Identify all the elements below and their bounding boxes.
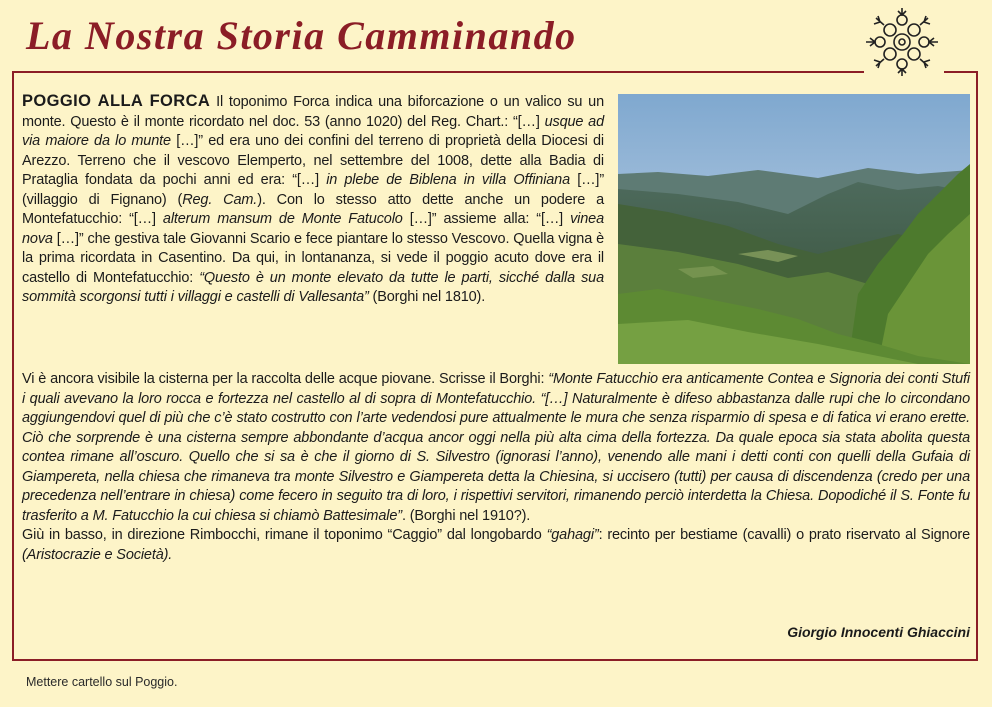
p1-segment: ). Con lo stesso atto dette anche un podere a Montefatucchio: “[…] xyxy=(22,191,604,227)
paragraph-1-text xyxy=(22,94,604,305)
article-heading: POGGIO ALLA FORCA xyxy=(22,92,211,110)
p1-segment: in plebe de Biblena in villa Offiniana xyxy=(326,172,571,188)
author-signature: Giorgio Innocenti Ghiaccini xyxy=(787,624,970,640)
p2-segment: “Monte Fatucchio era anticamente Contea e Signoria dei conti Stufi i quali avevano la loro rocca e fortezza nel castello al di sopra di Montefatucchio. “[…] Naturalmente è difeso abbastanza dalle rupi che lo circondano aggiungendovi quel di più che c’è stato costrutto con l’arte vedendosi pure attualmente le mura che senza risparmio di spesa e di fatica vi erano erette. Ciò che sorprende è una cisterna sempre abbondante d’acqua ancor oggi nella più alta cima della fortezza. Da quale epoca sia stata abolita questa contea rimane all’oscuro. Quello che si sa è che il giorno di S. Silvestro (ignorasi l’anno), venendo alle mani i detti conti con quelli della Gufaia di Giampereta, nella chiesa che rimaneva tra monte Silvestro e Giampereta detta la Chiesina, si uccisero (tutti) per causa di discendenza (credo per una precedenza nell’entrare in chiesa) come fecero in seguito tra di loro, i rispettivi servitori, rimanendo perciò interdetta la Chiesa. Dopodiché il S. Fonte fu trasferito a M. Fatucchio la cui chiesa si chiamò Battesimale” xyxy=(22,371,970,524)
p1-segment: vinea nova xyxy=(22,211,604,247)
p1-segment: usque ad via maiore da lo munte xyxy=(22,113,604,149)
p3-segment: “gahagi” xyxy=(546,527,599,543)
landscape-photo xyxy=(618,94,970,364)
p1-segment: Reg. Cam. xyxy=(182,191,258,208)
p1-segment: […]” assieme alla: “[…] xyxy=(402,211,571,227)
p1-segment: “Questo è un monte elevato da tutte le parti, sicché dalla sua sommità scorgonsi tutti i villaggi e castelli di Vallesanta” xyxy=(22,269,604,305)
p3-segment: Giù in basso, in direzione Rimbocchi, rimane il toponimo “Caggio” dal longobardo xyxy=(22,527,547,543)
p2-segment: . (Borghi nel 1910?). xyxy=(401,507,531,524)
paragraph-2 xyxy=(22,370,970,526)
p1-segment: alterum mansum de Monte Fatucolo xyxy=(162,211,403,227)
paragraph-3 xyxy=(22,526,970,565)
p3-segment: (Aristocrazie e Società). xyxy=(22,546,173,563)
page-title: La Nostra Storia Camminando xyxy=(26,13,577,58)
p1-segment: Il toponimo Forca indica una biforcazione o un valico su un monte. Questo è il monte ricordato nel doc. 53 (anno 1020) del Reg. Chart.: “[…] xyxy=(22,94,604,130)
snowflake-crest-icon xyxy=(862,6,942,78)
footer-note: Mettere cartello sul Poggio. xyxy=(26,675,178,689)
p1-segment: […]” (villaggio di Fignano) ( xyxy=(22,172,604,208)
p1-segment: (Borghi nel 1810). xyxy=(368,289,486,305)
p1-segment: […]” che gestiva tale Giovanni Scario e fece piantare lo stesso Vescovo. Quella vigna è la prima ricordata in Casentino. Da qui, in lontananza, si vede il poggio acuto dove era il castello di Montefatucchio: xyxy=(22,230,604,286)
article-body xyxy=(22,92,970,565)
p1-segment: […]” ed era uno dei confini del terreno di proprietà della Diocesi di Arezzo. Terreno che il vescovo Elemperto, nel settembre del 1008, dette alla Badia di Prataglia fondata da pochi anni ed era: “[…] xyxy=(22,133,605,188)
p2-segment: Vi è ancora visibile la cisterna per la raccolta delle acque piovane. Scrisse il Borghi: xyxy=(22,371,549,387)
p3-segment: : recinto per bestiame (cavalli) o prato riservato al Signore xyxy=(598,527,970,543)
